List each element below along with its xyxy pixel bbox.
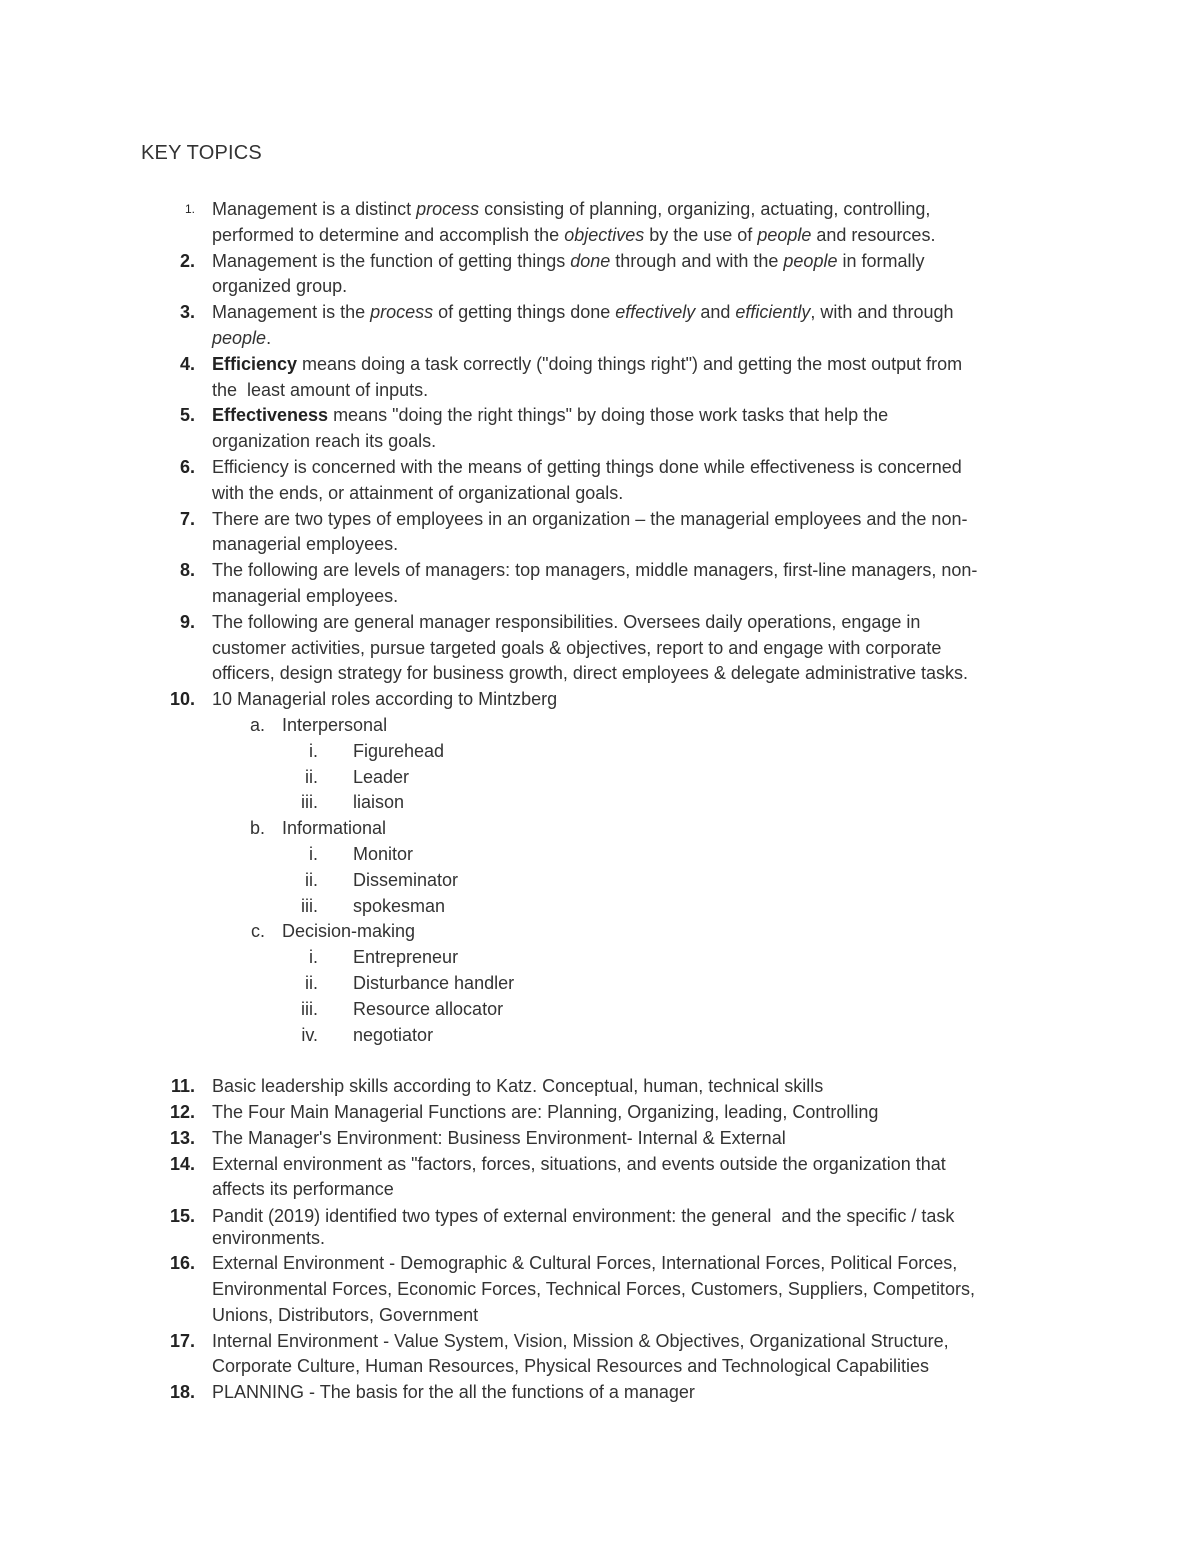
item-number: 17. — [169, 1330, 195, 1351]
item-number: 14. — [169, 1153, 195, 1174]
item-text: Management is the function of getting things done through and with the people in formally organized group. — [212, 250, 925, 297]
item-text: Management is a distinct process consisting of planning, organizing, actuating, controlling, performed to determine and accomplish the objectives by the use of people and resources. — [212, 199, 936, 245]
item-number: 1. — [184, 202, 195, 216]
list-item-5 — [0, 403, 1200, 455]
item-number: 15. — [169, 1206, 195, 1227]
item-text: Pandit (2019) identified two types of external environment: the general and the specific / task environments. — [212, 1206, 955, 1249]
item-number: 18. — [169, 1382, 195, 1403]
role-category-interpersonal: a. Interpersonal — [249, 714, 388, 735]
role-category-informational: b. Informational — [249, 818, 387, 839]
item-text: 10 Managerial roles according to Mintzberg — [212, 689, 558, 710]
list-item-7 — [0, 507, 1200, 559]
list-item-4 — [0, 352, 1200, 404]
page-title: KEY TOPICS — [141, 142, 262, 164]
item-number: 2. — [179, 250, 195, 271]
list-item-10 — [0, 687, 1200, 713]
item-text: External Environment - Demographic & Cultural Forces, International Forces, Political Forces, Environmental Forces, Economic Forces, Technical Forces, Customers, Suppliers, Competitors, Unions, Distributors, Government — [212, 1253, 975, 1325]
list-item-17 — [0, 1329, 1200, 1381]
item-text: External environment as "factors, forces, situations, and events outside the organization that affects its performance — [212, 1153, 946, 1200]
list-item-12 — [0, 1100, 1200, 1126]
list-item-13 — [0, 1126, 1200, 1152]
item-number: 9. — [179, 611, 195, 632]
list-item-8 — [0, 558, 1200, 610]
item-text: The following are levels of managers: top managers, middle managers, first-line managers, non- managerial employees. — [212, 560, 978, 606]
item-number: 6. — [179, 456, 195, 477]
item-number: 5. — [179, 405, 195, 426]
list-item-6 — [0, 455, 1200, 507]
list-item-18 — [0, 1380, 1200, 1406]
item-number: 3. — [179, 302, 195, 323]
role-item: i. Monitor — [309, 843, 414, 864]
item-text: The Manager's Environment: Business Environment- Internal & External — [212, 1127, 786, 1148]
item-text: Effectiveness means "doing the right things" by doing those work tasks that help the organization reach its goals. — [212, 405, 889, 452]
item-number: 10. — [169, 689, 195, 710]
item-text: PLANNING - The basis for the all the functions of a manager — [212, 1382, 695, 1403]
role-item: ii. Disseminator — [305, 869, 459, 890]
list-item-9 — [0, 610, 1200, 687]
item-text: Efficiency means doing a task correctly ("doing things right") and getting the most output from the least amount of inputs. — [212, 353, 963, 400]
list-item-14 — [0, 1152, 1200, 1204]
role-item: ii. Disturbance handler — [305, 972, 515, 993]
item-text: Basic leadership skills according to Katz. Conceptual, human, technical skills — [212, 1076, 824, 1097]
role-category-decision-making: c. Decision-making — [250, 921, 416, 942]
item-number: 8. — [179, 560, 195, 581]
item-number: 7. — [179, 508, 195, 529]
item-text: Internal Environment - Value System, Vision, Mission & Objectives, Organizational Structure, Corporate Culture, Human Resources, Physical Resources and Technological Capabilities — [212, 1330, 949, 1377]
item-text: Management is the process of getting things done effectively and efficiently, with and through people. — [212, 302, 954, 348]
item-text: Efficiency is concerned with the means of getting things done while effectiveness is concerned with the ends, or attainment of organizational goals. — [212, 456, 962, 503]
list-item-15 — [0, 1205, 1200, 1249]
spacer — [0, 1048, 1200, 1074]
item-number: 12. — [169, 1102, 195, 1123]
item-number: 13. — [169, 1127, 195, 1148]
item-text: The following are general manager responsibilities. Oversees daily operations, engage in customer activities, pursue targeted goals & objectives, report to and engage with corporate officers, design strategy for business growth, direct employees & delegate administrative tasks. — [212, 611, 969, 684]
item-number: 16. — [169, 1253, 195, 1274]
role-item: iii. Resource allocator — [301, 998, 504, 1019]
item-text: There are two types of employees in an organization – the managerial employees and the non- managerial employees. — [212, 508, 968, 555]
role-item: i. Entrepreneur — [309, 947, 459, 968]
list-item-1 — [0, 197, 1200, 249]
item-number: 11. — [170, 1076, 195, 1097]
role-item: i. Figurehead — [309, 740, 445, 761]
list-item-16 — [0, 1251, 1200, 1328]
role-item: iv. negotiator — [301, 1024, 434, 1045]
item-text: The Four Main Managerial Functions are: Planning, Organizing, leading, Controlling — [212, 1102, 879, 1123]
item-number: 4. — [179, 353, 195, 374]
key-topics-list — [0, 197, 1200, 1406]
role-item: ii. Leader — [305, 766, 410, 787]
role-item: iii. spokesman — [301, 895, 446, 916]
role-item: iii. liaison — [301, 792, 405, 813]
list-item-11 — [0, 1074, 1200, 1100]
list-item-2 — [0, 249, 1200, 301]
list-item-3 — [0, 300, 1200, 352]
